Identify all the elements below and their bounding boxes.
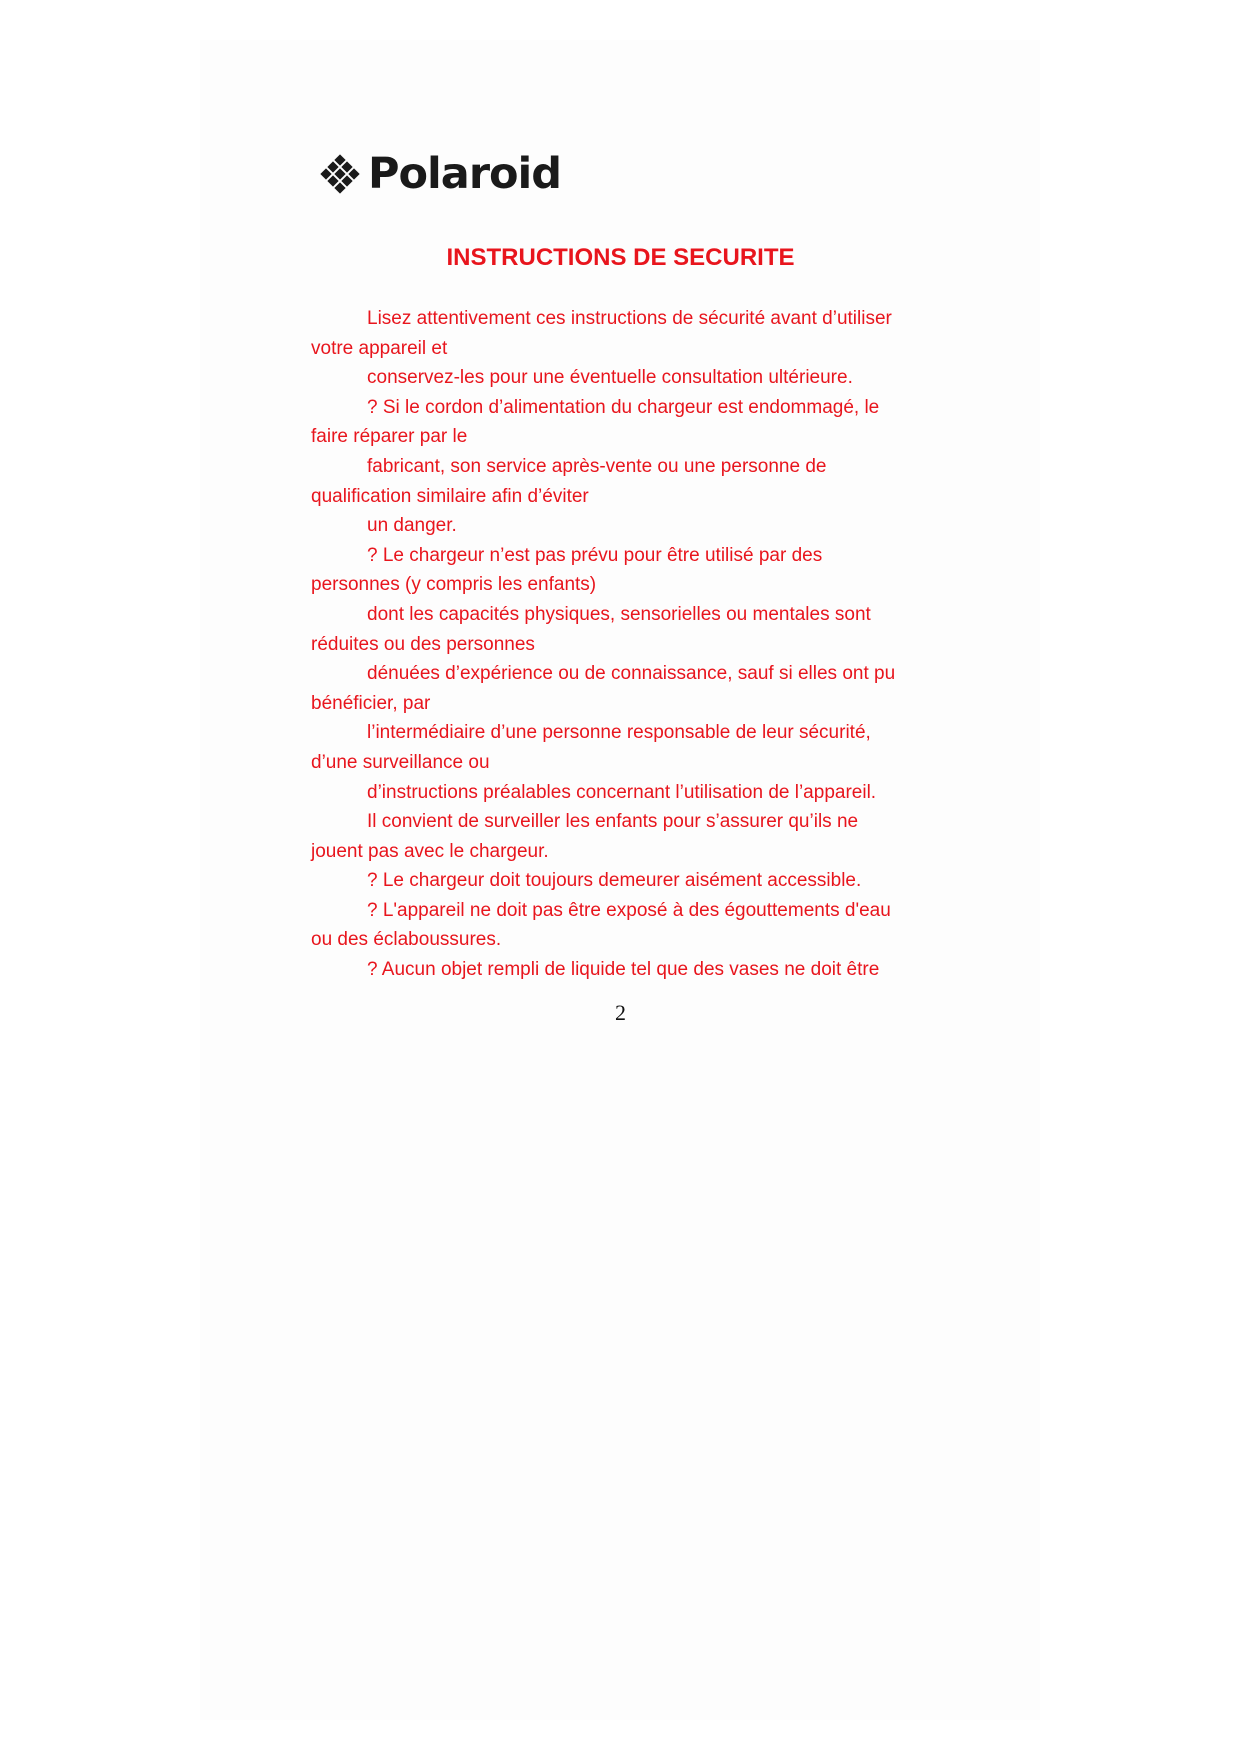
text-line: Lisez attentivement ces instructions de sécurité avant d’utiliser xyxy=(367,308,892,329)
text-line: dont les capacités physiques, sensorielles ou mentales sont xyxy=(367,603,871,625)
text-line: fabricant, son service après-vente ou une personne de xyxy=(367,455,827,477)
text-line: votre appareil et xyxy=(311,337,448,359)
brand-logo xyxy=(318,150,561,198)
text-line: qualification similaire afin d’éviter xyxy=(311,485,589,507)
text-line: ? Le chargeur doit toujours demeurer aisément accessible. xyxy=(367,870,862,892)
text-line: ? Aucun objet rempli de liquide tel que des vases ne doit être xyxy=(367,959,880,981)
text-line: ou des éclaboussures. xyxy=(311,929,502,951)
text-line: conservez-les pour une éventuelle consultation ultérieure. xyxy=(367,367,853,389)
text-line: ? Si le cordon d’alimentation du chargeur est endommagé, le xyxy=(367,396,880,418)
text-line: Il convient de surveiller les enfants pour s’assurer qu’ils ne xyxy=(367,811,859,833)
page-title: INSTRUCTIONS DE SECURITE xyxy=(446,244,795,271)
text-line: d’une surveillance ou xyxy=(311,751,490,773)
polaroid-diamond-logo-icon xyxy=(318,152,362,196)
brand-wordmark: Polaroid xyxy=(368,149,562,199)
text-line: d’instructions préalables concernant l’utilisation de l’appareil. xyxy=(367,781,877,803)
text-line: jouent pas avec le chargeur. xyxy=(311,840,549,862)
text-line: un danger. xyxy=(367,515,457,537)
text-line: faire réparer par le xyxy=(311,426,468,448)
text-line: ? Le chargeur n’est pas prévu pour être utilisé par des xyxy=(367,544,823,566)
text-line: ? L'appareil ne doit pas être exposé à des égouttements d'eau xyxy=(367,899,891,921)
text-line: bénéficier, par xyxy=(311,692,431,714)
text-line: réduites ou des personnes xyxy=(311,633,535,655)
safety-instructions-text xyxy=(311,304,951,985)
page-number: 2 xyxy=(615,1000,626,1025)
text-line: dénuées d’expérience ou de connaissance, sauf si elles ont pu xyxy=(367,663,896,685)
text-line: personnes (y compris les enfants) xyxy=(311,574,597,596)
text-line: l’intermédiaire d’une personne responsable de leur sécurité, xyxy=(367,722,871,744)
